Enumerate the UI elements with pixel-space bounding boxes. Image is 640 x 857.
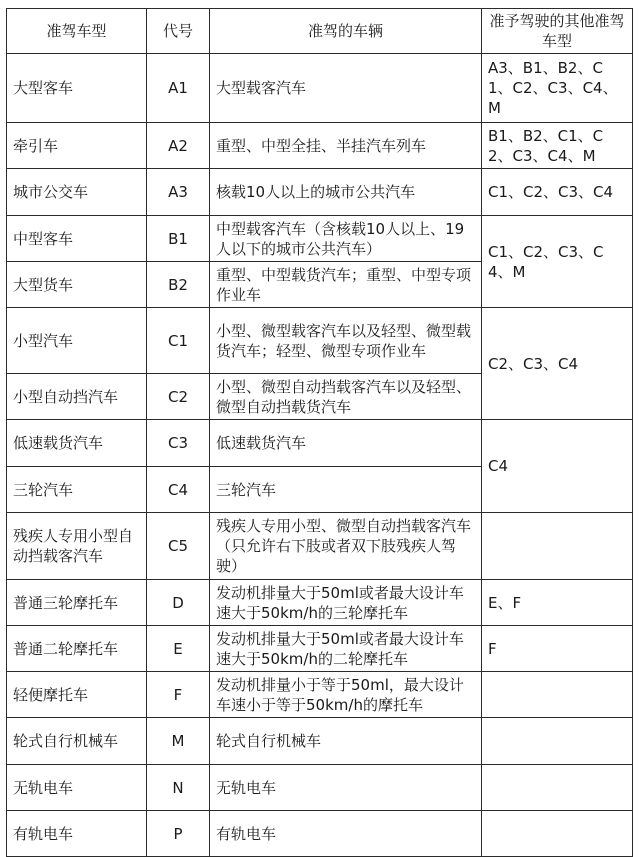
cell-vehicles: 发动机排量大于50ml或者最大设计车速大于50km/h的二轮摩托车 bbox=[210, 626, 482, 672]
cell-code: M bbox=[147, 718, 210, 765]
cell-other-types bbox=[482, 718, 633, 765]
table-row bbox=[7, 308, 633, 374]
table-row bbox=[7, 811, 633, 857]
cell-other-types bbox=[482, 765, 633, 811]
cell-code: A3 bbox=[147, 169, 210, 216]
table-row bbox=[7, 513, 633, 580]
cell-code: D bbox=[147, 580, 210, 626]
cell-code: N bbox=[147, 765, 210, 811]
cell-vehicles: 大型载客汽车 bbox=[210, 54, 482, 123]
cell-code: F bbox=[147, 672, 210, 718]
table-row bbox=[7, 718, 633, 765]
table-row bbox=[7, 123, 633, 169]
cell-license-type: 城市公交车 bbox=[7, 169, 147, 216]
cell-license-type: 低速载货汽车 bbox=[7, 420, 147, 467]
cell-license-type: 轻便摩托车 bbox=[7, 672, 147, 718]
cell-other-types: F bbox=[482, 626, 633, 672]
cell-license-type: 无轨电车 bbox=[7, 765, 147, 811]
cell-other-types bbox=[482, 513, 633, 580]
cell-vehicles: 小型、微型载客汽车以及轻型、微型载货汽车；轻型、微型专项作业车 bbox=[210, 308, 482, 374]
header-permitted-vehicles: 准驾的车辆 bbox=[210, 9, 482, 54]
cell-code: C2 bbox=[147, 374, 210, 420]
cell-code: B2 bbox=[147, 262, 210, 308]
cell-other-types: A3、B1、B2、C1、C2、C3、C4、M bbox=[482, 54, 633, 123]
table-row bbox=[7, 765, 633, 811]
table-row bbox=[7, 420, 633, 467]
cell-vehicles: 重型、中型载货汽车；重型、中型专项作业车 bbox=[210, 262, 482, 308]
cell-vehicles: 中型载客汽车（含核载10人以上、19人以下的城市公共汽车） bbox=[210, 216, 482, 262]
cell-other-types: C1、C2、C3、C4 bbox=[482, 169, 633, 216]
cell-vehicles: 残疾人专用小型、微型自动挡载客汽车（只允许右下肢或者双下肢残疾人驾驶） bbox=[210, 513, 482, 580]
cell-license-type: 小型自动挡汽车 bbox=[7, 374, 147, 420]
header-other-permitted-types: 准予驾驶的其他准驾车型 bbox=[482, 9, 633, 54]
cell-vehicles: 有轨电车 bbox=[210, 811, 482, 857]
table-row bbox=[7, 169, 633, 216]
cell-code: A2 bbox=[147, 123, 210, 169]
cell-vehicles: 发动机排量小于等于50ml，最大设计车速小于等于50km/h的摩托车 bbox=[210, 672, 482, 718]
cell-code: B1 bbox=[147, 216, 210, 262]
cell-code: A1 bbox=[147, 54, 210, 123]
header-code: 代号 bbox=[147, 9, 210, 54]
cell-vehicles: 低速载货汽车 bbox=[210, 420, 482, 467]
cell-other-types: E、F bbox=[482, 580, 633, 626]
license-class-table bbox=[6, 8, 633, 857]
cell-license-type: 大型货车 bbox=[7, 262, 147, 308]
cell-license-type: 残疾人专用小型自动挡载客汽车 bbox=[7, 513, 147, 580]
cell-license-type: 普通二轮摩托车 bbox=[7, 626, 147, 672]
cell-other-types: C4 bbox=[482, 420, 633, 513]
cell-code: C5 bbox=[147, 513, 210, 580]
cell-code: C3 bbox=[147, 420, 210, 467]
table-row bbox=[7, 54, 633, 123]
cell-license-type: 中型客车 bbox=[7, 216, 147, 262]
cell-code: E bbox=[147, 626, 210, 672]
table-row bbox=[7, 672, 633, 718]
cell-license-type: 有轨电车 bbox=[7, 811, 147, 857]
cell-vehicles: 无轨电车 bbox=[210, 765, 482, 811]
cell-vehicles: 重型、中型全挂、半挂汽车列车 bbox=[210, 123, 482, 169]
cell-license-type: 牵引车 bbox=[7, 123, 147, 169]
cell-vehicles: 发动机排量大于50ml或者最大设计车速大于50km/h的三轮摩托车 bbox=[210, 580, 482, 626]
cell-vehicles: 三轮汽车 bbox=[210, 467, 482, 513]
table-row bbox=[7, 216, 633, 262]
cell-license-type: 轮式自行机械车 bbox=[7, 718, 147, 765]
cell-code: C4 bbox=[147, 467, 210, 513]
table-row bbox=[7, 580, 633, 626]
cell-other-types bbox=[482, 811, 633, 857]
cell-license-type: 小型汽车 bbox=[7, 308, 147, 374]
cell-license-type: 普通三轮摩托车 bbox=[7, 580, 147, 626]
cell-code: C1 bbox=[147, 308, 210, 374]
cell-code: P bbox=[147, 811, 210, 857]
cell-other-types: C1、C2、C3、C4、M bbox=[482, 216, 633, 308]
cell-other-types: B1、B2、C1、C2、C3、C4、M bbox=[482, 123, 633, 169]
cell-license-type: 大型客车 bbox=[7, 54, 147, 123]
cell-other-types: C2、C3、C4 bbox=[482, 308, 633, 420]
table-row bbox=[7, 626, 633, 672]
cell-vehicles: 小型、微型自动挡载客汽车以及轻型、微型自动挡载货汽车 bbox=[210, 374, 482, 420]
cell-license-type: 三轮汽车 bbox=[7, 467, 147, 513]
cell-other-types bbox=[482, 672, 633, 718]
table-header-row bbox=[7, 9, 633, 54]
header-license-type: 准驾车型 bbox=[7, 9, 147, 54]
cell-vehicles: 核载10人以上的城市公共汽车 bbox=[210, 169, 482, 216]
cell-vehicles: 轮式自行机械车 bbox=[210, 718, 482, 765]
